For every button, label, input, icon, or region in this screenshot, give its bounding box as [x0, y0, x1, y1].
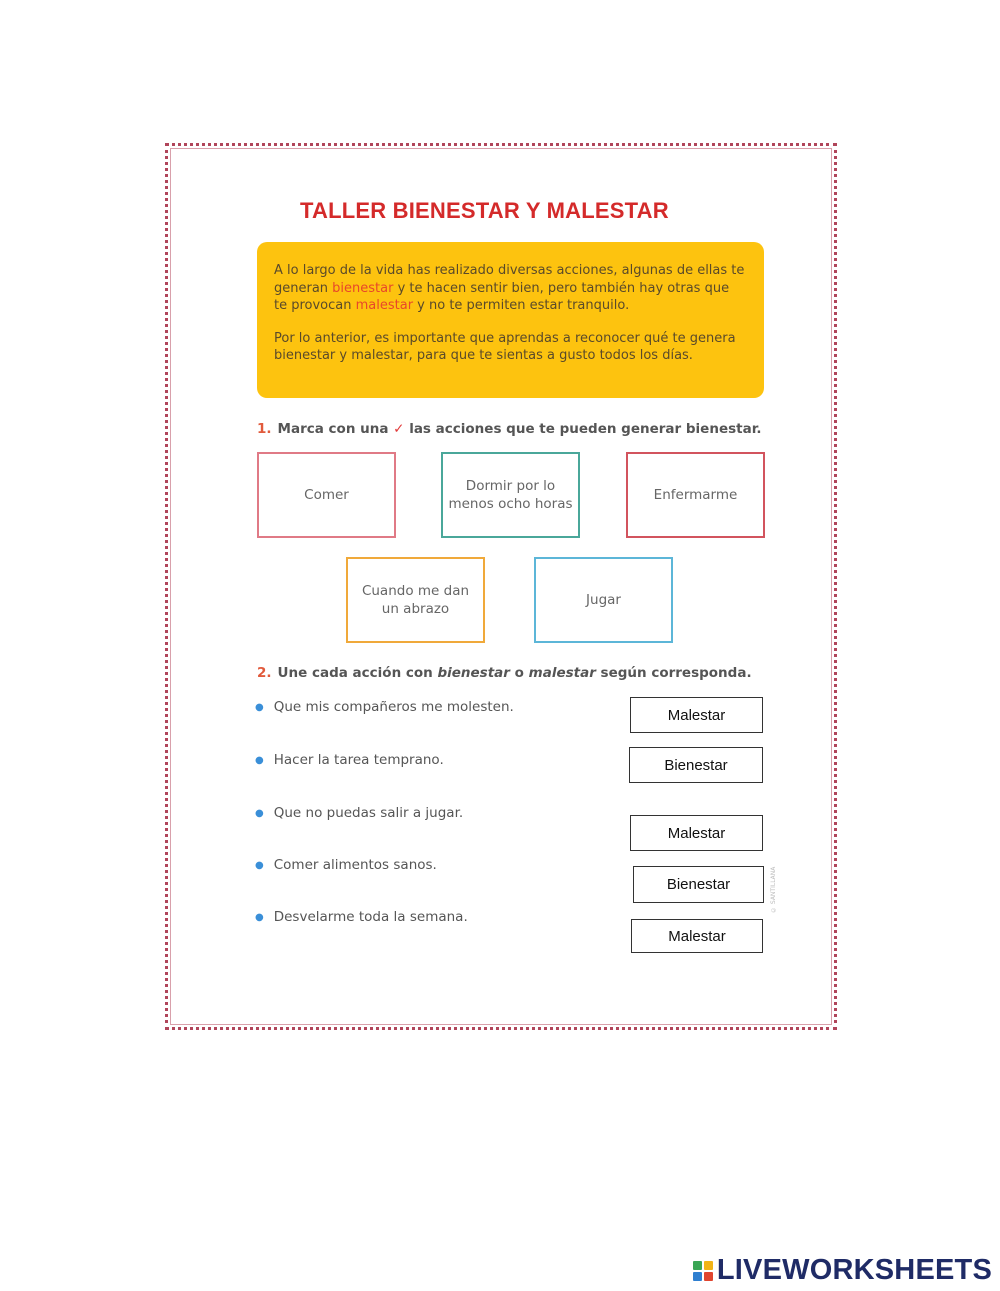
option-card-jugar[interactable]: Jugar	[534, 557, 673, 643]
bullet-icon: ●	[255, 755, 264, 766]
worksheet-title: TALLER BIENESTAR Y MALESTAR	[300, 198, 669, 223]
statement-item: ● Desvelarme toda la semana.	[255, 909, 468, 925]
answer-field-5[interactable]: Malestar	[631, 919, 763, 953]
brand-name: LIVEWORKSHEETS	[716, 1254, 992, 1286]
question-2-number: 2.	[257, 665, 272, 681]
answer-field-1[interactable]: Malestar	[630, 697, 763, 733]
question-1: 1. Marca con una ✓ las acciones que te pueden generar bienestar.	[257, 421, 762, 437]
option-card-abrazo[interactable]: Cuando me dan un abrazo	[346, 557, 485, 643]
answer-field-3[interactable]: Malestar	[630, 815, 763, 851]
statement-item: ● Que no puedas salir a jugar.	[255, 805, 464, 821]
highlight-malestar: malestar	[355, 298, 414, 313]
intro-paragraph-2: Por lo anterior, es importante que aprendas a reconocer qué te genera bienestar y malestar, para que te sientas a gusto todos los días.	[274, 330, 736, 363]
intro-paragraph-1: A lo largo de la vida has realizado diversas acciones, algunas de ellas te generan bienestar y te hacen sentir bien, pero también hay otras que te provocan malestar y no te permiten estar tranquilo.	[274, 263, 745, 313]
copyright-note: © SANTILLANA	[770, 866, 777, 914]
question-2: 2. Une cada acción con bienestar o malestar según corresponda.	[257, 665, 752, 681]
bullet-icon: ●	[255, 702, 264, 713]
intro-box	[257, 242, 764, 398]
bullet-icon: ●	[255, 808, 264, 819]
question-1-number: 1.	[257, 421, 272, 437]
answer-field-2[interactable]: Bienestar	[629, 747, 763, 783]
statement-item: ● Comer alimentos sanos.	[255, 857, 437, 873]
highlight-bienestar: bienestar	[332, 280, 394, 296]
option-card-dormir[interactable]: Dormir por lo menos ocho horas	[441, 452, 580, 538]
statement-item: ● Que mis compañeros me molesten.	[255, 699, 514, 715]
option-card-comer[interactable]: Comer	[257, 452, 396, 538]
liveworksheets-brand[interactable]	[693, 1254, 992, 1287]
statement-item: ● Hacer la tarea temprano.	[255, 752, 444, 768]
bullet-icon: ●	[255, 860, 264, 871]
bullet-icon: ●	[255, 912, 264, 923]
answer-field-4[interactable]: Bienestar	[633, 866, 764, 903]
liveworksheets-logo-icon	[693, 1261, 713, 1281]
checkmark-icon: ✓	[393, 421, 405, 437]
option-card-enfermarme[interactable]: Enfermarme	[626, 452, 765, 538]
